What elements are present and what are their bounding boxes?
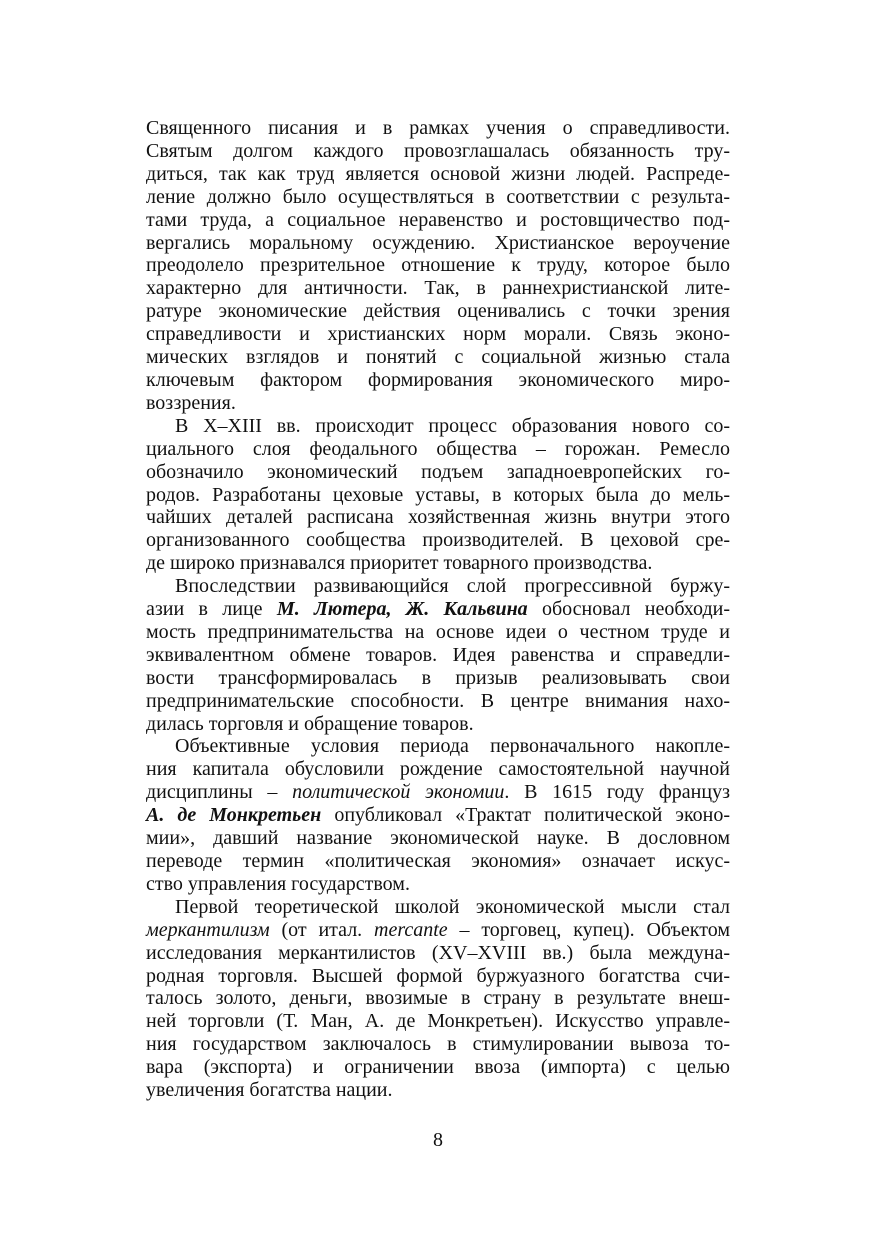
text-line: эквивалентном обмене товаров. Идея равенства и справедли- bbox=[146, 643, 730, 666]
text-line: увеличения богатства нации. bbox=[146, 1079, 393, 1102]
paragraph bbox=[146, 735, 730, 895]
text-line: чайших деталей расписана хозяйственная жизнь внутри этого bbox=[146, 506, 730, 529]
text-line: тами труда, а социальное неравенство и ростовщичество под- bbox=[146, 208, 730, 231]
page-number: 8 bbox=[433, 1129, 443, 1151]
body-text bbox=[146, 117, 730, 1102]
text-line: Объективные условия периода первоначального накопле- bbox=[175, 735, 730, 758]
paragraph bbox=[146, 575, 730, 735]
text-line: предпринимательские способности. В центре внимания нахо- bbox=[146, 689, 730, 712]
text-line: ния капитала обусловили рождение самостоятельной научной bbox=[146, 758, 730, 781]
text-line: циального слоя феодального общества – горожан. Ремесло bbox=[146, 437, 730, 460]
text-line: Священного писания и в рамках учения о справедливости. bbox=[146, 117, 730, 139]
text-line: обозначило экономический подъем западноевропейских го- bbox=[146, 460, 730, 483]
text-line: дилась торговля и обращение товаров. bbox=[146, 712, 474, 735]
text-line: вара (экспорта) и ограничении ввоза (импорта) с целью bbox=[146, 1056, 730, 1079]
text-line: ратуре экономические действия оценивались с точки зрения bbox=[146, 300, 730, 323]
text-line: исследования меркантилистов (XV–XVIII вв.) была междуна- bbox=[146, 941, 730, 964]
text-line: воззрения. bbox=[146, 391, 236, 414]
text-line: мических взглядов и понятий с социальной жизнью стала bbox=[146, 346, 730, 369]
paragraph bbox=[146, 415, 730, 575]
text-line: ление должно было осуществляться в соответствии с результа- bbox=[146, 185, 730, 208]
text-line: характерно для античности. Так, в раннехристианской лите- bbox=[146, 277, 730, 300]
text-line: Впоследствии развивающийся слой прогрессивной буржу- bbox=[175, 575, 730, 598]
text-line: талось золото, деньги, ввозимые в страну в результате внеш- bbox=[146, 987, 730, 1010]
text-line: Первой теоретической школой экономической мысли стал bbox=[175, 895, 730, 918]
text-line: азии в лице М. Лютера, Ж. Кальвина обосновал необходи- bbox=[146, 598, 731, 621]
text-line: преодолело презрительное отношение к труду, которое было bbox=[146, 254, 730, 277]
text-line: вергались моральному осуждению. Христианское вероучение bbox=[146, 231, 730, 254]
text-line: родная торговля. Высшей формой буржуазного богатства счи- bbox=[146, 964, 730, 987]
text-line: Святым долгом каждого провозглашалась обязанность тру- bbox=[146, 139, 730, 162]
text-line: мость предпринимательства на основе идеи о честном труде и bbox=[146, 620, 730, 643]
text-line: переводе термин «политическая экономия» означает искус- bbox=[146, 850, 730, 872]
text-line: ключевым фактором формирования экономического миро- bbox=[146, 368, 730, 391]
text-line: организованного сообщества производителей. В цеховой сре- bbox=[146, 529, 730, 552]
text-line: мии», давший название экономической науке. В дословном bbox=[146, 827, 730, 850]
text-line: ство управления государством. bbox=[146, 872, 410, 895]
paragraph bbox=[146, 117, 730, 415]
text-line: диться, так как труд является основой жизни людей. Распреде- bbox=[146, 162, 730, 185]
text-line: А. де Монкретьен опубликовал «Трактат политической эконо- bbox=[146, 804, 731, 827]
text-line: меркантилизм (от итал. mercante – торговец, купец). Объектом bbox=[146, 918, 730, 941]
text-line: В X–XIII вв. происходит процесс образования нового со- bbox=[175, 414, 730, 437]
paragraph bbox=[146, 896, 730, 1102]
text-line: ней торговли (Т. Ман, А. де Монкретьен). Искусство управле- bbox=[146, 1010, 730, 1033]
text-line: родов. Разработаны цеховые уставы, в которых была до мель- bbox=[146, 483, 730, 506]
text-line: вости трансформировалась в призыв реализовывать свои bbox=[146, 666, 730, 689]
text-line: дисциплины – политической экономии. В 1615 году француз bbox=[146, 781, 730, 804]
text-line: справедливости и христианских норм морали. Связь эконо- bbox=[146, 323, 730, 346]
text-line: де широко признавался приоритет товарного производства. bbox=[146, 552, 653, 575]
text-line: ния государством заключалось в стимулировании вывоза то- bbox=[146, 1033, 730, 1056]
